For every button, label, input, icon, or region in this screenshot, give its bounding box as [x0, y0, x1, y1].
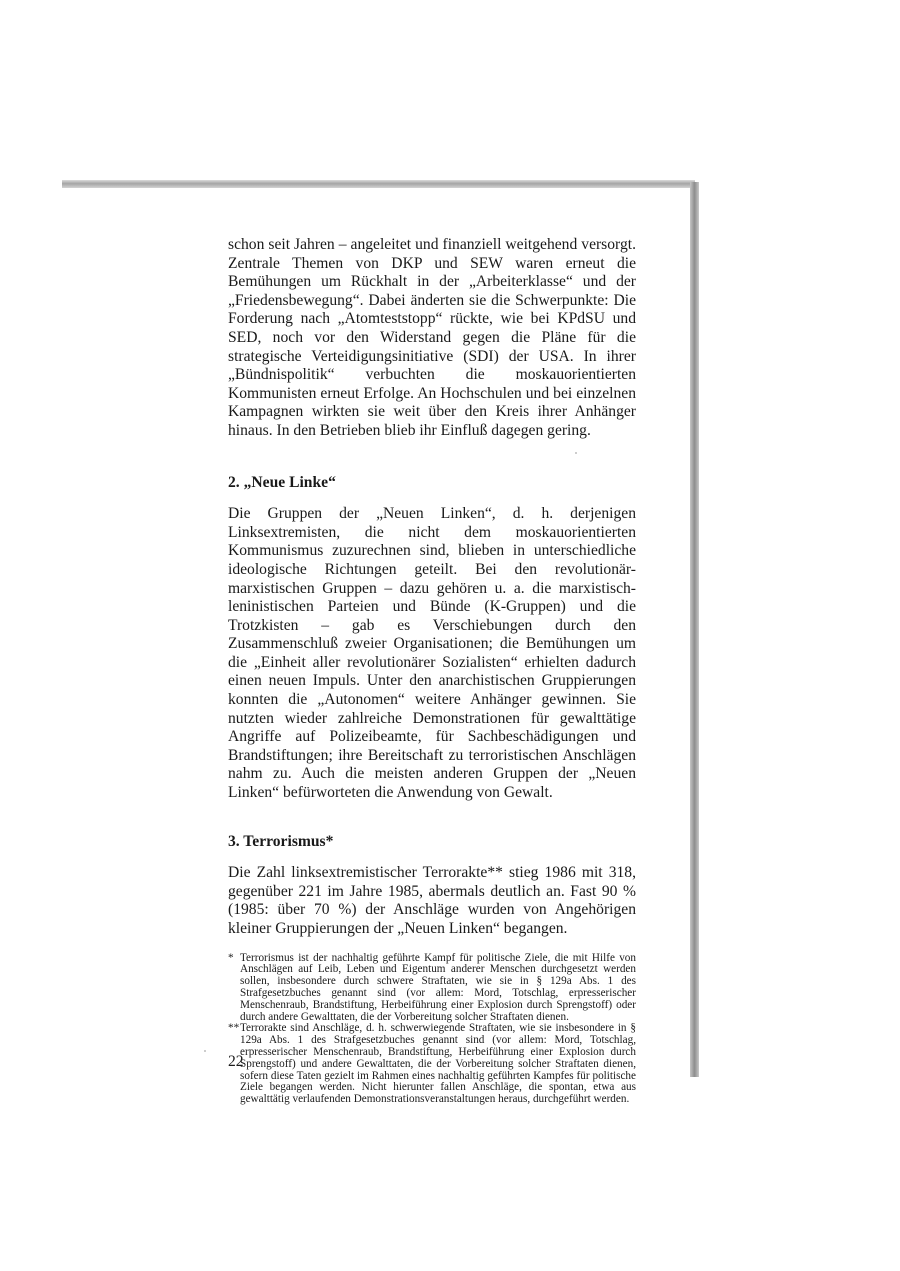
section-heading-terrorismus: 3. Terrorismus*	[228, 832, 334, 850]
terrorismus-text: Die Zahl linksextremistischer Terrorakte** stieg 1986 mit 318, gegenüber 221 im Jahre 1985, abermals deutlich an. Fast 90 % (1985: über 70 %) der Anschläge wurden von Angehörigen kleiner Gruppierungen der „Neuen Linken“ begangen.	[228, 864, 636, 937]
neue-linke-text: Die Gruppen der „Neuen Linken“, d. h. derjenigen Linksextremisten, die nicht dem moskauorientierten Kommunismus zuzurechnen sind, blieben in unterschiedliche ideologische Richtungen geteilt. Bei den revolutionär-marxistischen Gruppen – dazu gehören u. a. die marxistisch-leninistischen Parteien und Bünde (K-Gruppen) und die Trotzkisten – gab es Verschiebungen durch den Zusammenschluß zweier Organisationen; die Bemühungen um die „Einheit aller revolutionärer Sozialisten“ erhielten dadurch einen neuen Impuls. Unter den anarchistischen Gruppierungen konnten die „Autonomen“ weitere Anhänger gewinnen. Sie nutzten wieder zahlreiche Demonstrationen für gewalttätige Angriffe auf Polizeibeamte, für Sachbeschädigungen und Brandstiftungen; ihre Bereitschaft zu terroristischen Anschlägen nahm zu. Auch die meisten anderen Gruppen der „Neuen Linken“ befürworteten die Anwendung von Gewalt.	[228, 505, 636, 802]
document-page	[228, 236, 636, 1106]
footnotes	[228, 953, 636, 1106]
scan-speck	[204, 1050, 206, 1052]
section-heading-neue-linke: 2. „Neue Linke“	[228, 473, 336, 491]
footnote-marker: *	[228, 951, 234, 964]
footnote-marker: **	[228, 1022, 240, 1035]
scan-right-edge	[690, 182, 699, 1077]
footnote	[228, 1023, 636, 1106]
footnote	[228, 953, 636, 1024]
intro-text: schon seit Jahren – angeleitet und finanziell weitgehend versorgt. Zentrale Themen von DKP und SEW waren erneut die Bemühungen um Rückhalt in der „Arbeiterklasse“ und der „Friedensbewegung“. Dabei änderten sie die Schwerpunkte: Die Forderung nach „Atomteststopp“ rückte, wie bei KPdSU und SED, noch vor den Widerstand gegen die Pläne für die strategische Verteidigungsinitiative (SDI) der USA. In ihrer „Bündnispolitik“ verbuchten die moskauorientierten Kommunisten erneut Erfolge. An Hochschulen und bei einzelnen Kampagnen wirkten sie weit über den Kreis ihrer Anhänger hinaus. In den Betrieben blieb ihr Einfluß dagegen gering.	[228, 236, 636, 439]
footnote-text: Terrorismus ist der nachhaltig geführte Kampf für politische Ziele, die mit Hilfe von Anschlägen auf Leib, Leben und Eigentum anderer Menschen durchgesetzt werden sollen, insbesondere durch schwere Straftaten, wie sie in § 129a Abs. 1 des Strafgesetzbuches genannt sind (vor allem: Mord, Totschlag, erpresserischer Menschenraub, Brandstiftung, Herbeiführung einer Explosion durch Sprengstoff) oder durch andere Gewalttaten, die der Vorbereitung solcher Straftaten dienen.	[240, 951, 636, 1023]
section-body-neue-linke	[228, 505, 636, 803]
scan-top-edge	[62, 180, 695, 188]
page-number: 22	[228, 1053, 244, 1070]
section-body-terrorismus	[228, 864, 636, 938]
footnote-text: Terrorakte sind Anschläge, d. h. schwerwiegende Straftaten, wie sie insbesondere in § 129a Abs. 1 des Strafgesetzbuches genannt sind (vor allem: Mord, Totschlag, erpresserischer Menschenraub, Brandstiftung, Herbeiführung einer Explosion durch Sprengstoff) und andere Gewalttaten, die der Vorbereitung solcher Straftaten dienen, sofern diese Taten gezielt im Rahmen eines nachhaltig geführten Kampfes für politische Ziele begangen werden. Nicht hierunter fallen Anschläge, die spontan, etwa aus gewalttätig verlaufenden Demonstrationsveranstaltungen heraus, durchgeführt werden.	[240, 1022, 636, 1106]
intro-paragraph	[228, 236, 636, 441]
